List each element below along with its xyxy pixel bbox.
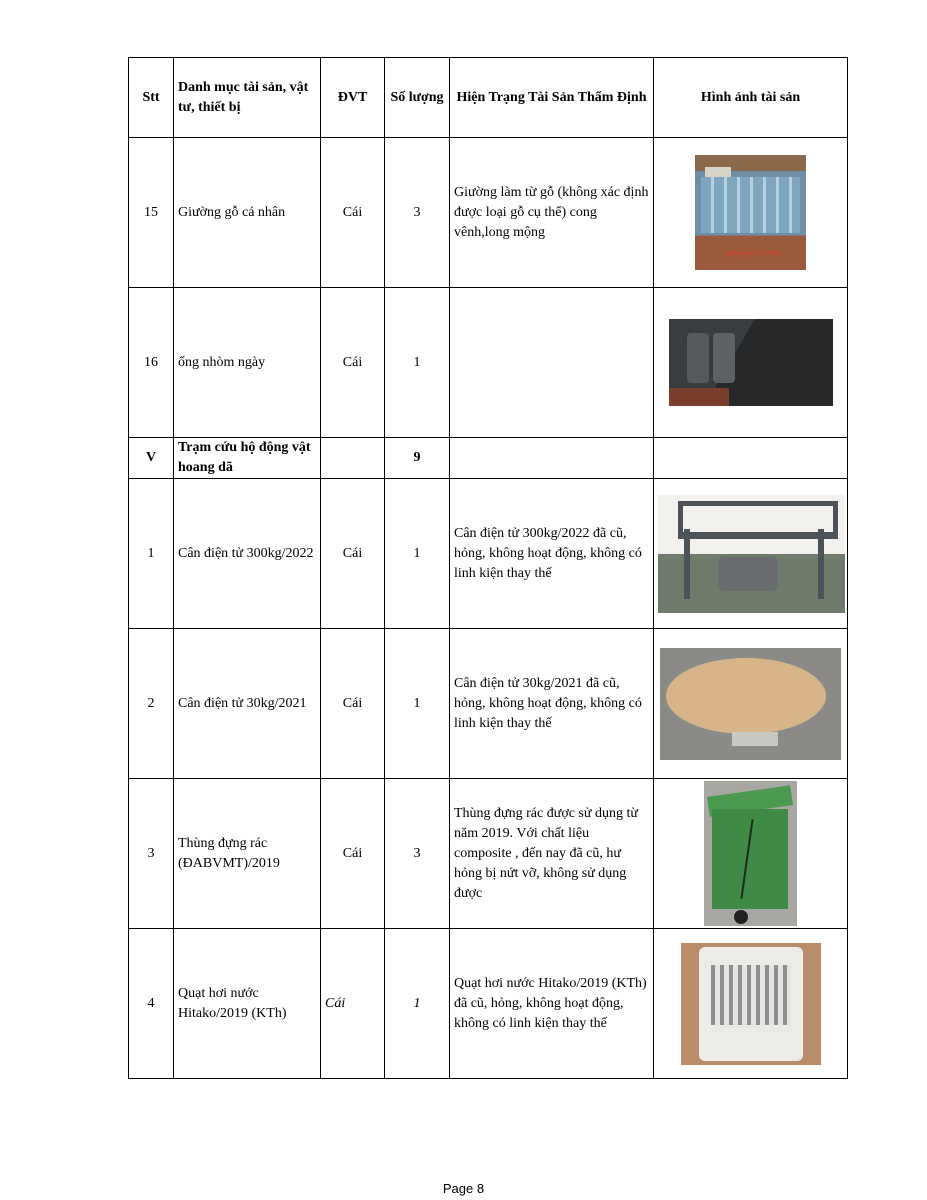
row-stt: 16 bbox=[129, 288, 174, 438]
row-unit: Cái bbox=[321, 929, 385, 1079]
row-unit: Cái bbox=[321, 779, 385, 929]
row-qty: 1 bbox=[385, 479, 450, 629]
table-row bbox=[129, 288, 848, 438]
header-unit: ĐVT bbox=[321, 58, 385, 138]
binocular-photo bbox=[669, 319, 833, 406]
group-unit bbox=[321, 438, 385, 479]
row-name: Cân điện tử 30kg/2021 bbox=[174, 629, 321, 779]
fan-grill-shape bbox=[711, 965, 791, 1025]
sheet-shape bbox=[701, 177, 800, 233]
row-name: Cân điện tử 300kg/2022 bbox=[174, 479, 321, 629]
header-name: Danh mục tài sản, vật tư, thiết bị bbox=[174, 58, 321, 138]
header-image: Hình ảnh tài sản bbox=[654, 58, 848, 138]
group-name: Trạm cứu hộ động vật hoang dã bbox=[174, 438, 321, 479]
row-stt: 15 bbox=[129, 138, 174, 288]
row-status bbox=[450, 288, 654, 438]
ground-shape bbox=[669, 388, 729, 406]
table-row bbox=[129, 138, 848, 288]
scale-300kg-photo bbox=[658, 495, 845, 613]
row-name: Quạt hơi nước Hitako/2019 (KTh) bbox=[174, 929, 321, 1079]
group-qty: 9 bbox=[385, 438, 450, 479]
bin-wheel-shape bbox=[734, 910, 748, 924]
row-qty: 3 bbox=[385, 779, 450, 929]
header-status: Hiện Trạng Tài Sản Thẩm Định bbox=[450, 58, 654, 138]
lens-shape bbox=[687, 333, 709, 383]
row-image-cell bbox=[654, 288, 848, 438]
row-qty: 1 bbox=[385, 288, 450, 438]
table-header-row bbox=[129, 58, 848, 138]
row-qty: 1 bbox=[385, 929, 450, 1079]
row-qty: 1 bbox=[385, 629, 450, 779]
group-image-cell bbox=[654, 438, 848, 479]
row-stt: 2 bbox=[129, 629, 174, 779]
row-status: Thùng đựng rác được sử dụng từ năm 2019. Với chất liệu composite , đến nay đã cũ, hư hỏng bị nứt vỡ, không sử dụng được bbox=[450, 779, 654, 929]
row-status: Quạt hơi nước Hitako/2019 (KTh) đã cũ, hỏng, không hoạt động, không có linh kiện thay thế bbox=[450, 929, 654, 1079]
scale-plate-shape bbox=[666, 658, 826, 734]
scale-leg-shape bbox=[818, 529, 824, 599]
group-status bbox=[450, 438, 654, 479]
row-unit: Cái bbox=[321, 138, 385, 288]
group-row bbox=[129, 438, 848, 479]
group-stt: V bbox=[129, 438, 174, 479]
bed-photo bbox=[695, 155, 806, 270]
row-image-cell bbox=[654, 138, 848, 288]
table-row bbox=[129, 629, 848, 779]
photo-caption: giường gỗ cá nhân bbox=[725, 250, 781, 257]
header-stt: Stt bbox=[129, 58, 174, 138]
row-name: Thùng đựng rác (ĐABVMT)/2019 bbox=[174, 779, 321, 929]
fan-photo bbox=[681, 943, 821, 1065]
row-status: Cân điện tử 300kg/2022 đã cũ, hỏng, không hoạt động, không có linh kiện thay thế bbox=[450, 479, 654, 629]
row-stt: 3 bbox=[129, 779, 174, 929]
row-image-cell bbox=[654, 629, 848, 779]
row-status: Giường làm từ gỗ (không xác định được loại gỗ cụ thể) cong vênh,long mộng bbox=[450, 138, 654, 288]
row-qty: 3 bbox=[385, 138, 450, 288]
scale-display-shape bbox=[718, 557, 778, 591]
trash-bin-photo bbox=[704, 781, 797, 926]
table-row bbox=[129, 929, 848, 1079]
row-image-cell bbox=[654, 779, 848, 929]
scale-display-shape bbox=[732, 732, 778, 746]
row-unit: Cái bbox=[321, 288, 385, 438]
scale-leg-shape bbox=[684, 529, 690, 599]
table-row bbox=[129, 779, 848, 929]
lens-shape bbox=[713, 333, 735, 383]
scale-frame-shape bbox=[678, 501, 838, 539]
scale-30kg-photo bbox=[660, 648, 841, 760]
row-name: ống nhòm ngày bbox=[174, 288, 321, 438]
table-row bbox=[129, 479, 848, 629]
row-stt: 4 bbox=[129, 929, 174, 1079]
row-status: Cân điện tử 30kg/2021 đã cũ, hỏng, không hoạt động, không có linh kiện thay thế bbox=[450, 629, 654, 779]
header-qty: Số lượng bbox=[385, 58, 450, 138]
page-number: Page 8 bbox=[442, 1181, 485, 1196]
row-name: Giường gỗ cá nhân bbox=[174, 138, 321, 288]
row-unit: Cái bbox=[321, 479, 385, 629]
row-stt: 1 bbox=[129, 479, 174, 629]
asset-table bbox=[128, 57, 848, 1079]
row-image-cell bbox=[654, 479, 848, 629]
row-unit: Cái bbox=[321, 629, 385, 779]
row-image-cell bbox=[654, 929, 848, 1079]
